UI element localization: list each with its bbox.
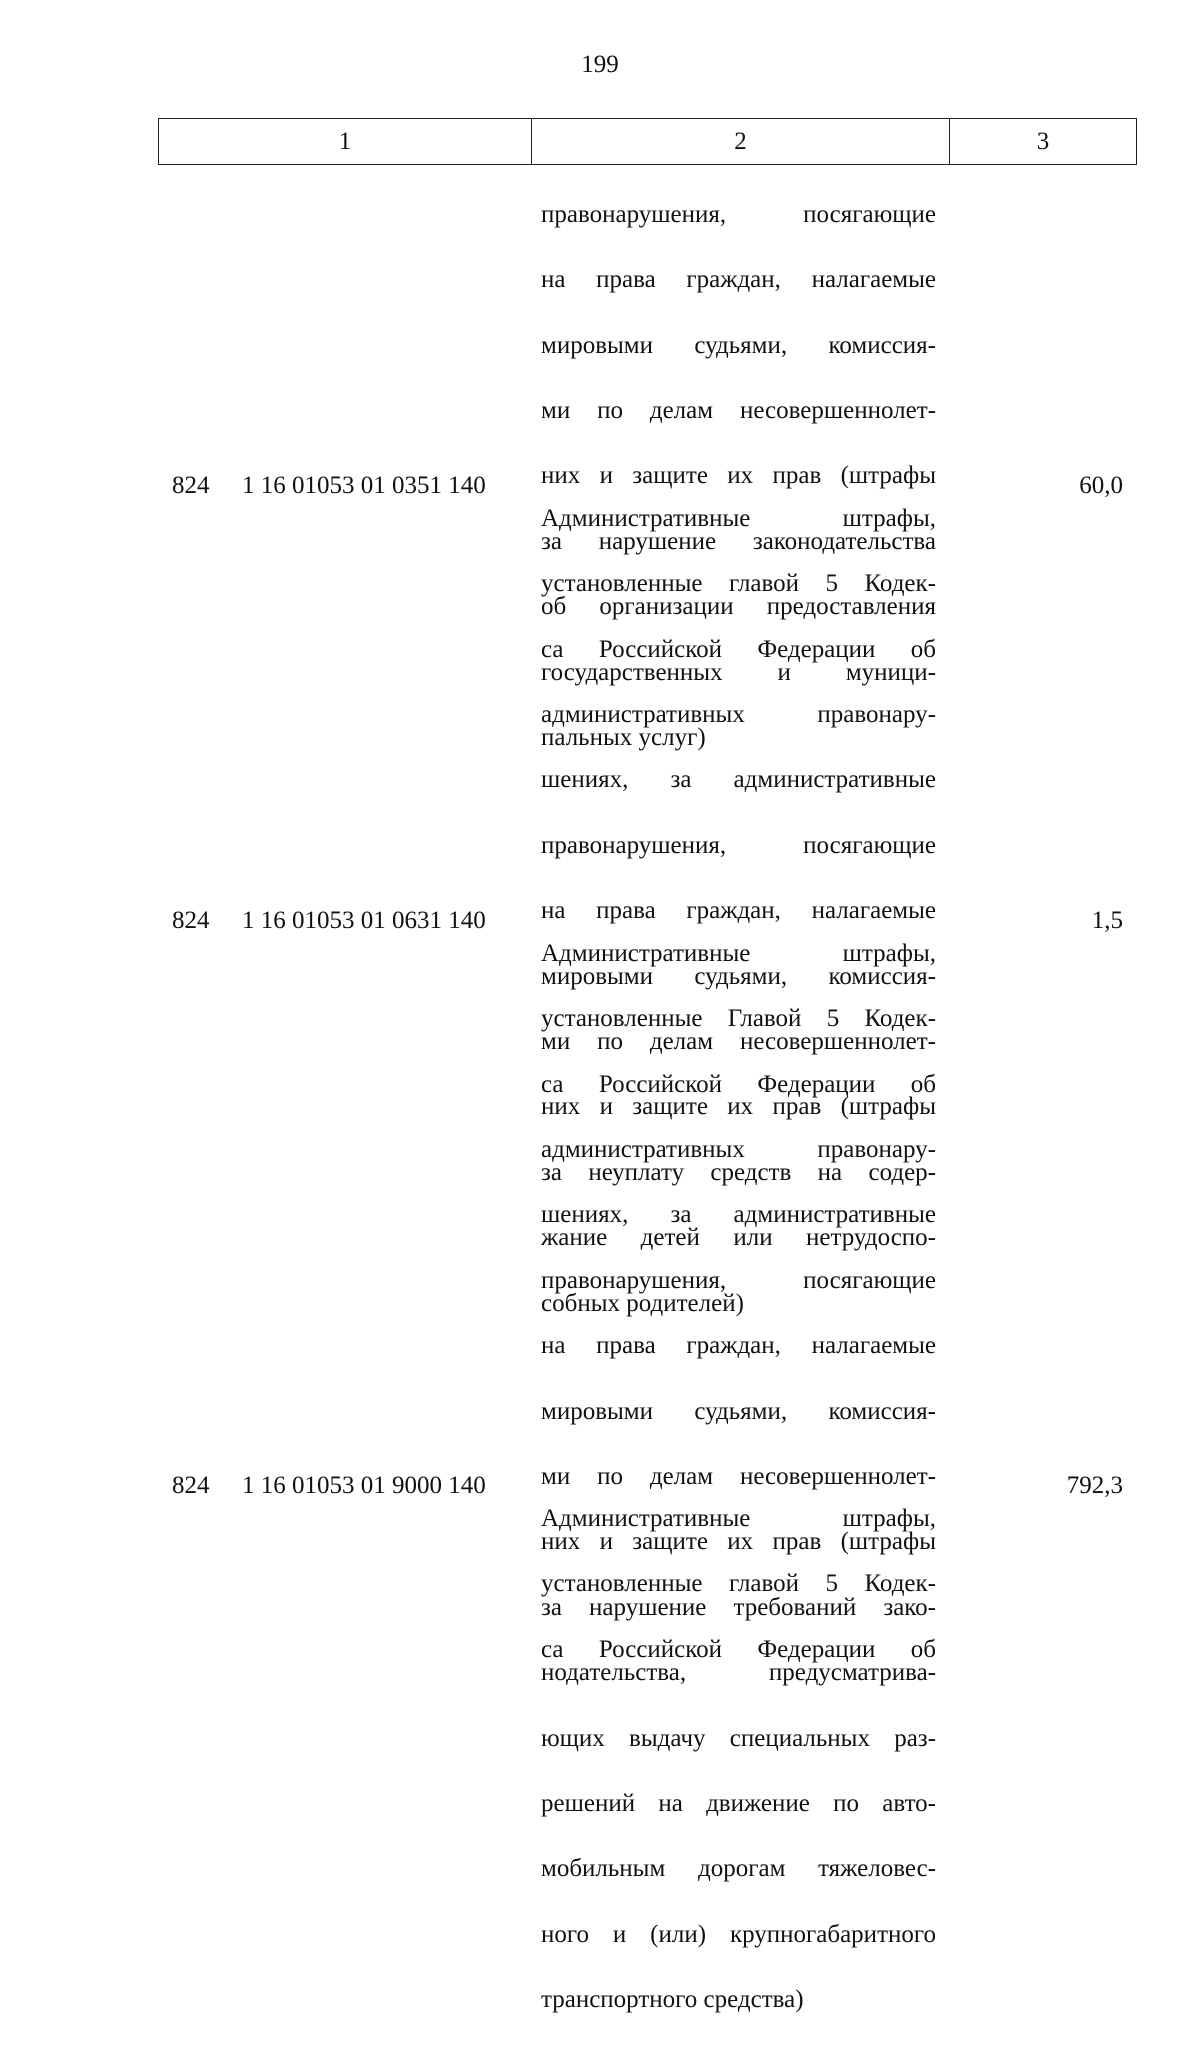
description-line: установленные главой 5 Кодек-: [541, 1570, 936, 1598]
row-org-code: 824: [172, 907, 210, 934]
description-line: решений на движение по авто-: [541, 1789, 936, 1817]
description-line: об организации предоставления: [541, 593, 936, 621]
description-line: мобильным дорогам тяжеловес-: [541, 1855, 936, 1883]
description-line: за неуплату средств на содер-: [541, 1158, 936, 1186]
description-line: ми по делам несовершеннолет-: [541, 396, 936, 424]
description-line: них и защите их прав (штрафы: [541, 462, 936, 490]
description-line: са Российской Федерации об: [541, 1635, 936, 1663]
description-line: мировыми судьями, комиссия-: [541, 962, 936, 990]
description-line: мировыми судьями, комиссия-: [541, 1397, 936, 1425]
description-line: шениях, за административные: [541, 766, 936, 794]
row-amount: 1,5: [1091, 907, 1123, 934]
column-header-2: 2: [532, 119, 950, 165]
column-header-3: 3: [950, 119, 1137, 165]
description-line: на права граждан, налагаемые: [541, 897, 936, 925]
description-line: установленные Главой 5 Кодек-: [541, 1005, 936, 1033]
description-line: ми по делам несовершеннолет-: [541, 1462, 936, 1490]
description-line: транспортного средства): [541, 1986, 804, 2014]
description-line: ющих выдачу специальных раз-: [541, 1724, 936, 1752]
description-line: за нарушение законодательства: [541, 527, 936, 555]
page-number: 199: [581, 51, 619, 78]
row-description: [541, 1470, 936, 1699]
description-line: административных правонару-: [541, 1135, 936, 1163]
row-org-code: 824: [172, 1472, 210, 1499]
description-line: пальных услуг): [541, 723, 706, 751]
description-line: Административные штрафы,: [541, 1504, 936, 1532]
description-line: жание детей или нетрудоспо-: [541, 1224, 936, 1252]
description-line: са Российской Федерации об: [541, 635, 936, 663]
description-line: мировыми судьями, комиссия-: [541, 331, 936, 359]
row-amount: 792,3: [1066, 1472, 1123, 1499]
description-line: ного и (или) крупногабаритного: [541, 1920, 936, 1948]
description-line: них и защите их прав (штрафы: [541, 1528, 936, 1556]
row-kbk-code: 1 16 01053 01 9000 140: [242, 1472, 486, 1499]
description-line: административных правонару-: [541, 700, 936, 728]
description-line: установленные главой 5 Кодек-: [541, 570, 936, 598]
row-kbk-code: 1 16 01053 01 0351 140: [242, 472, 486, 499]
description-line: на права граждан, налагаемые: [541, 266, 936, 294]
row-kbk-code: 1 16 01053 01 0631 140: [242, 907, 486, 934]
column-header-1: 1: [159, 119, 532, 165]
description-line: них и защите их прав (штрафы: [541, 1093, 936, 1121]
description-line: са Российской Федерации об: [541, 1070, 936, 1098]
description-line: ми по делам несовершеннолет-: [541, 1027, 936, 1055]
description-line: правонарушения, посягающие: [541, 831, 936, 859]
description-line: правонарушения, посягающие: [541, 1266, 936, 1294]
description-line: Административные штрафы,: [541, 504, 936, 532]
description-line: нодательства, предусматрива-: [541, 1659, 936, 1687]
table-header: [158, 118, 1137, 165]
description-line: на права граждан, налагаемые: [541, 1332, 936, 1360]
description-line: правонарушения, посягающие: [541, 200, 936, 228]
description-line: государственных и муници-: [541, 658, 936, 686]
description-line: за нарушение требований зако-: [541, 1593, 936, 1621]
description-line: шениях, за административные: [541, 1201, 936, 1229]
description-line: собных родителей): [541, 1289, 744, 1317]
row-amount: 60,0: [1079, 472, 1123, 499]
description-line: Административные штрафы,: [541, 939, 936, 967]
row-org-code: 824: [172, 472, 210, 499]
